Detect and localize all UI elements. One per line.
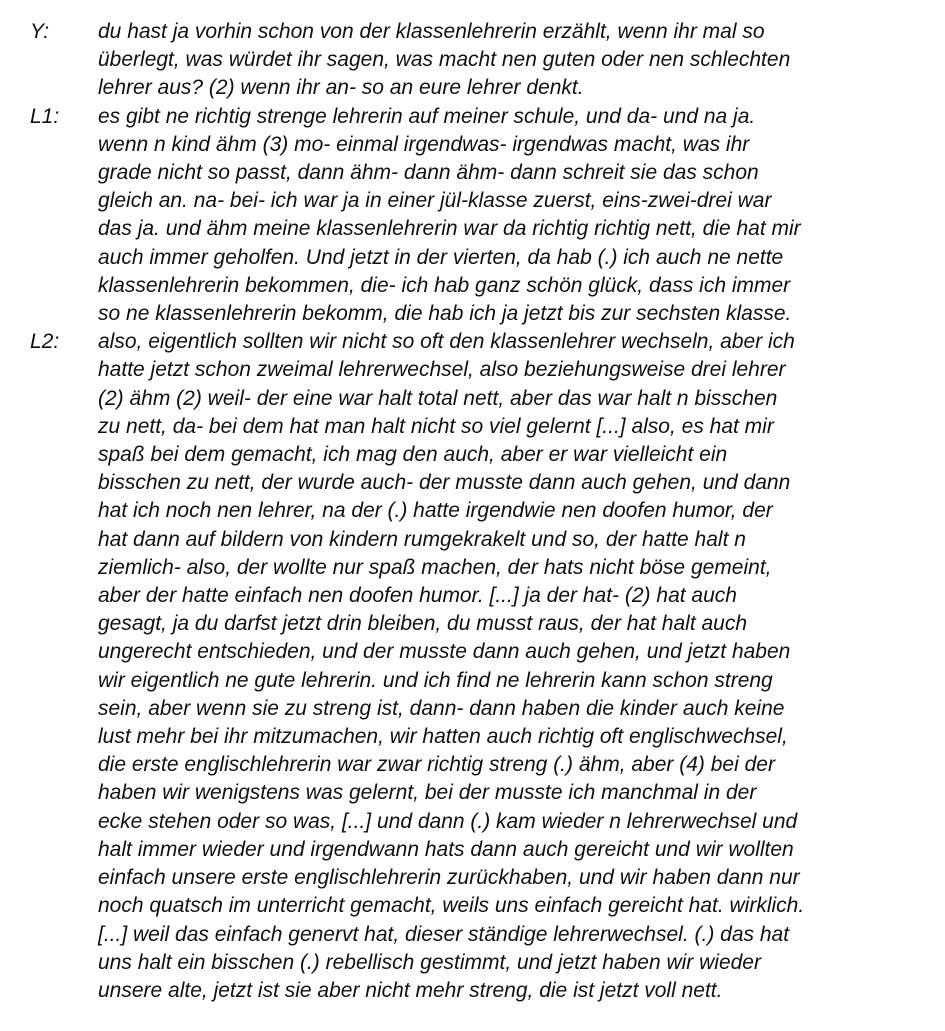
transcript-line: ecke stehen oder so was, [...] und dann (.) kam wieder n lehrerwechsel und [98, 809, 798, 833]
utterance-text [98, 328, 928, 1005]
transcript-line: hat dann auf bildern von kindern rumgekrakelt und so, der hatte halt n [98, 527, 746, 551]
transcript-line: ungerecht entschieden, und der musste dann auch gehen, und jetzt haben [98, 640, 791, 664]
interview-transcript [30, 18, 935, 1005]
utterance-text [98, 103, 928, 329]
transcript-line: auch immer geholfen. Und jetzt in der vierten, da hab (.) ich auch ne nette [98, 245, 784, 269]
transcript-line: du hast ja vorhin schon von der klassenlehrerin erzählt, wenn ihr mal so [98, 20, 765, 43]
transcript-line: es gibt ne richtig strenge lehrerin auf meiner schule, und da- und na ja. [98, 104, 756, 128]
transcript-line: sein, aber wenn sie zu streng ist, dann- dann haben die kinder auch keine [98, 696, 785, 720]
transcript-line: gesagt, ja du darfst jetzt drin bleiben, du musst raus, der hat halt auch [98, 612, 748, 636]
transcript-line: hat ich noch nen lehrer, na der (.) hatte irgendwie nen doofen humor, der [98, 499, 773, 523]
transcript-line: so ne klassenlehrerin bekomm, die hab ich ja jetzt bis zur sechsten klasse. [98, 302, 792, 326]
turn-l2 [30, 328, 935, 1005]
speaker-label: Y: [30, 20, 50, 43]
speaker-label: L2: [30, 330, 60, 354]
transcript-line: einfach unsere erste englischlehrerin zurückhaben, und wir haben dann nur [98, 866, 800, 890]
transcript-line: ziemlich- also, der wollte nur spaß machen, der hats nicht böse gemeint, [98, 555, 772, 579]
transcript-line: haben wir wenigstens was gelernt, bei der musste ich manchmal in der [98, 781, 757, 805]
turn-l1 [30, 103, 935, 329]
transcript-line: lehrer aus? (2) wenn ihr an- so an eure lehrer denkt. [98, 76, 584, 100]
transcript-line: noch quatsch im unterricht gemacht, weils uns einfach gereicht hat. wirklich. [98, 894, 805, 918]
transcript-line: unsere alte, jetzt ist sie aber nicht mehr streng, die ist jetzt voll nett. [98, 978, 723, 1002]
transcript-line: uns halt ein bisschen (.) rebellisch gestimmt, und jetzt haben wir wieder [98, 950, 761, 974]
transcript-line: bisschen zu nett, der wurde auch- der musste dann auch gehen, und dann [98, 471, 791, 495]
transcript-line: aber der hatte einfach nen doofen humor. [...] ja der hat- (2) hat auch [98, 584, 737, 608]
transcript-line: die erste englischlehrerin war zwar richtig streng (.) ähm, aber (4) bei der [98, 753, 775, 777]
utterance-text [98, 18, 928, 103]
transcript-line: hatte jetzt schon zweimal lehrerwechsel, also beziehungsweise drei lehrer [98, 358, 786, 382]
transcript-line: wenn n kind ähm (3) mo- einmal irgendwas- irgendwas macht, was ihr [98, 132, 750, 156]
transcript-line: [...] weil das einfach genervt hat, dieser ständige lehrerwechsel. (.) das hat [98, 922, 790, 946]
transcript-line: spaß bei dem gemacht, ich mag den auch, aber er war vielleicht ein [98, 443, 728, 467]
turn-y [30, 18, 935, 103]
speaker-label: L1: [30, 104, 60, 128]
transcript-line: das ja. und ähm meine klassenlehrerin war da richtig richtig nett, die hat mir [98, 217, 801, 241]
transcript-line: also, eigentlich sollten wir nicht so oft den klassenlehrer wechseln, aber ich [98, 330, 795, 354]
transcript-line: (2) ähm (2) weil- der eine war halt total nett, aber das war halt n bisschen [98, 386, 778, 410]
transcript-line: lust mehr bei ihr mitzumachen, wir hatten auch richtig oft englischwechsel, [98, 725, 788, 749]
transcript-line: halt immer wieder und irgendwann hats dann auch gereicht und wir wollten [98, 837, 794, 861]
transcript-line: überlegt, was würdet ihr sagen, was macht nen guten oder nen schlechten [98, 48, 791, 72]
transcript-line: wir eigentlich ne gute lehrerin. und ich find ne lehrerin kann schon streng [98, 668, 773, 692]
transcript-line: grade nicht so passt, dann ähm- dann ähm- dann schreit sie das schon [98, 161, 759, 185]
transcript-line: zu nett, da- bei dem hat man halt nicht so viel gelernt [...] also, es hat mir [98, 414, 774, 438]
transcript-line: gleich an. na- bei- ich war ja in einer jül-klasse zuerst, eins-zwei-drei war [98, 189, 772, 213]
transcript-line: klassenlehrerin bekommen, die- ich hab ganz schön glück, dass ich immer [98, 273, 791, 297]
